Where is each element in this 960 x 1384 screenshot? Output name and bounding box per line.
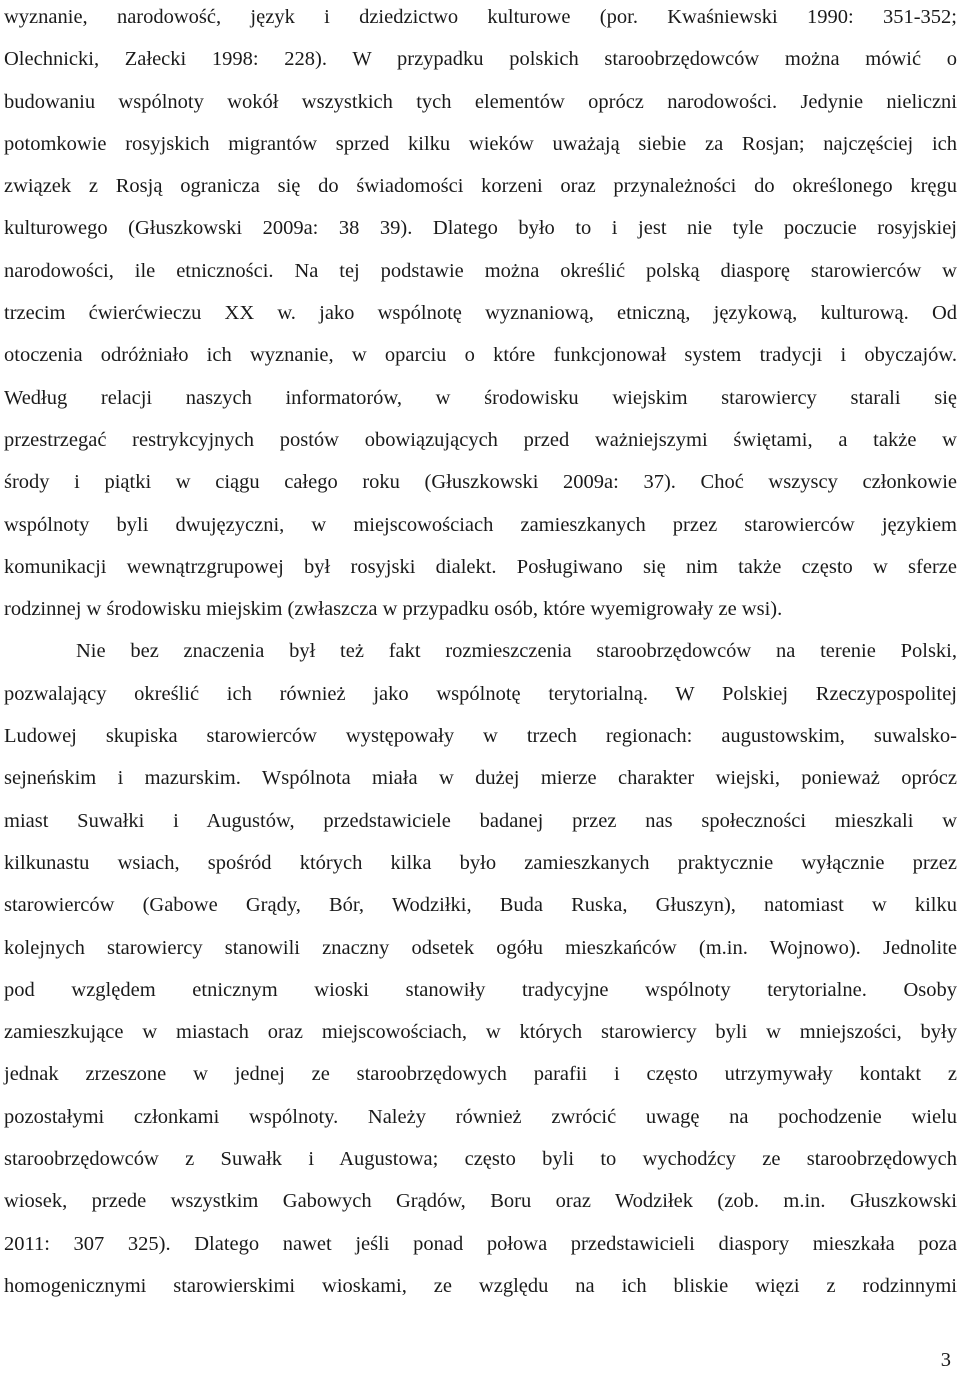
text-line: Olechnicki, Załecki 1998: 228). W przypadku polskich staroobrzędowców można mówić o	[4, 48, 957, 71]
text-line: jednak zrzeszone w jednej ze staroobrzędowych parafii i często utrzymywały kontakt z	[4, 1063, 957, 1086]
paragraph-2	[4, 630, 957, 1307]
text-line: kulturowego (Głuszkowski 2009a: 38 39). Dlatego było to i jest nie tyle poczucie rosyjskiej	[4, 217, 957, 240]
text-line: potomkowie rosyjskich migrantów sprzed kilku wieków uważają siebie za Rosjan; najczęściej ich	[4, 132, 957, 155]
text-line: trzecim ćwierćwieczu XX w. jako wspólnotę wyznaniową, etniczną, językową, kulturową. Od	[4, 302, 957, 325]
text-line: kilkunastu wsiach, spośród których kilka było zamieszkanych praktycznie wyłącznie przez	[4, 851, 957, 874]
text-line: otoczenia odróżniało ich wyznanie, w oparciu o które funkcjonował system tradycji i obyczajów.	[4, 344, 957, 367]
text-line: zamieszkujące w miastach oraz miejscowościach, w których starowiercy byli w mniejszości, były	[4, 1021, 957, 1044]
text-line: kolejnych starowiercy stanowili znaczny odsetek ogółu mieszkańców (m.in. Wojnowo). Jednolite	[4, 936, 957, 959]
text-line: homogenicznymi starowierskimi wioskami, ze względu na ich bliskie więzi z rodzinnymi	[4, 1274, 957, 1297]
text-line: rodzinnej w środowisku miejskim (zwłaszcza w przypadku osób, które wyemigrowały ze wsi).	[4, 598, 783, 621]
text-line: sejneńskim i mazurskim. Wspólnota miała w dużej mierze charakter wiejski, ponieważ oprócz	[4, 767, 957, 790]
text-line: miast Suwałki i Augustów, przedstawiciele badanej przez nas społeczności mieszkali w	[4, 809, 957, 832]
text-line: pod względem etnicznym wioski stanowiły tradycyjne wspólnoty terytorialne. Osoby	[4, 978, 957, 1001]
page-number: 3	[940, 1349, 951, 1371]
text-line: komunikacji wewnątrzgrupowej był rosyjski dialekt. Posługiwano się nim także często w sferze	[4, 555, 957, 578]
text-line: wiosek, przede wszystkim Gabowych Grądów, Boru oraz Wodziłek (zob. m.in. Głuszkowski	[4, 1190, 957, 1213]
paragraph-1	[4, 0, 957, 630]
text-line: związek z Rosją ogranicza się do świadomości korzeni oraz przynależności do określonego kręgu	[4, 175, 957, 198]
text-line: narodowości, ile etniczności. Na tej podstawie można określić polską diasporę starowierców w	[4, 259, 957, 282]
text-line: środy i piątki w ciągu całego roku (Głuszkowski 2009a: 37). Choć wszyscy członkowie	[4, 471, 957, 494]
text-line: staroobrzędowców z Suwałk i Augustowa; często byli to wychodźcy ze staroobrzędowych	[4, 1148, 957, 1171]
text-line: Nie bez znaczenia był też fakt rozmieszczenia staroobrzędowców na terenie Polski,	[76, 640, 957, 663]
document-page	[4, 0, 957, 1384]
text-line: wyznanie, narodowość, język i dziedzictwo kulturowe (por. Kwaśniewski 1990: 351-352;	[4, 6, 957, 28]
document-body	[4, 0, 957, 1307]
text-line: pozostałymi członkami wspólnoty. Należy również zwrócić uwagę na pochodzenie wielu	[4, 1105, 957, 1128]
text-line: wspólnoty byli dwujęzyczni, w miejscowościach zamieszkanych przez starowierców językiem	[4, 513, 957, 536]
text-line: przestrzegać restrykcyjnych postów obowiązujących przed ważniejszymi świętami, a także w	[4, 428, 957, 451]
text-line: budowaniu wspólnoty wokół wszystkich tych elementów oprócz narodowości. Jedynie nieliczni	[4, 90, 957, 113]
text-line: 2011: 307 325). Dlatego nawet jeśli ponad połowa przedstawicieli diaspory mieszkała poza	[4, 1232, 957, 1255]
text-line: Według relacji naszych informatorów, w środowisku wiejskim starowiercy starali się	[4, 386, 957, 409]
text-line: Ludowej skupiska starowierców występowały w trzech regionach: augustowskim, suwalsko-	[4, 725, 957, 748]
text-line: starowierców (Gabowe Grądy, Bór, Wodziłki, Buda Ruska, Głuszyn), natomiast w kilku	[4, 894, 957, 917]
text-line: pozwalający określić ich również jako wspólnotę terytorialną. W Polskiej Rzeczypospolitej	[4, 682, 957, 705]
